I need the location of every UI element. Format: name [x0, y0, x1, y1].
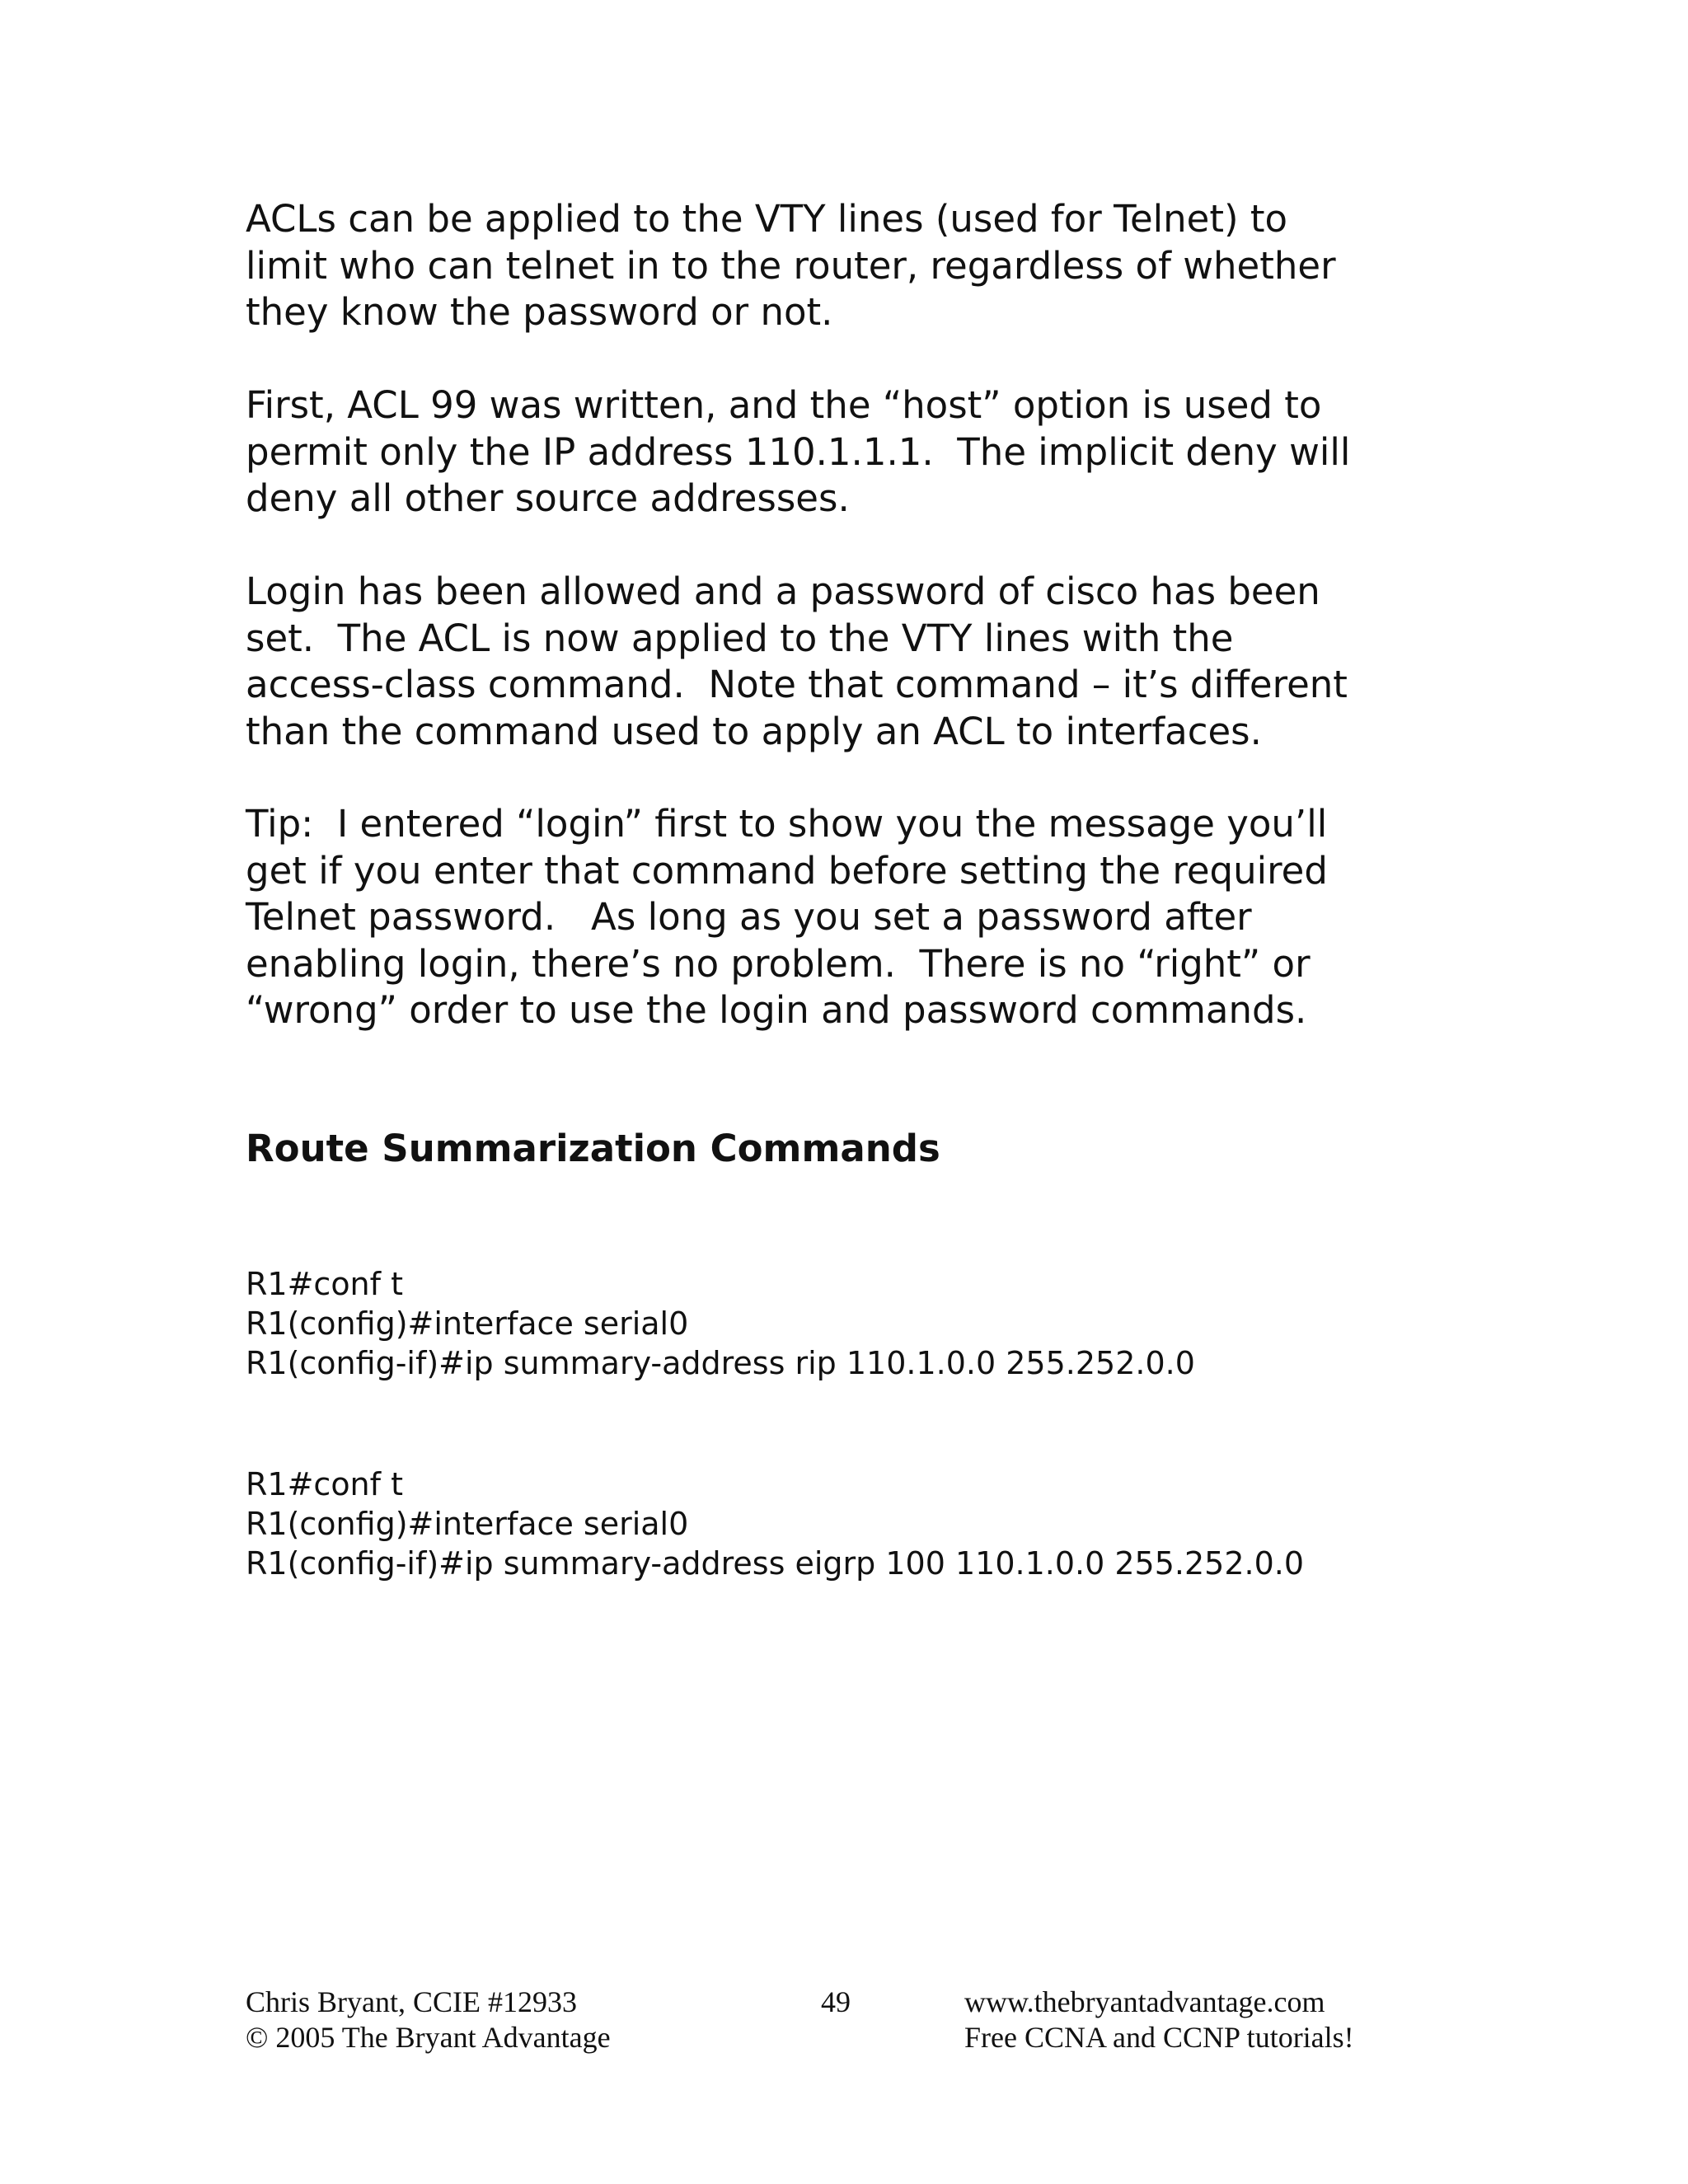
paragraph-line: enabling login, there’s no problem. There is no “right” or: [246, 941, 1311, 986]
paragraph-line: Login has been allowed and a password of cisco has been: [246, 569, 1320, 613]
paragraph-line: than the command used to apply an ACL to interfaces.: [246, 709, 1262, 753]
paragraph-line: “wrong” order to use the login and password commands.: [246, 988, 1307, 1032]
paragraph-line: deny all other source addresses.: [246, 476, 850, 520]
command-line: R1#conf t: [246, 1466, 404, 1502]
footer-tagline: Free CCNA and CCNP tutorials!: [964, 2021, 1354, 2054]
command-line: R1(config-if)#ip summary-address rip 110.1.0.0 255.252.0.0: [246, 1345, 1195, 1381]
paragraph-login-access-class: [246, 569, 1482, 755]
paragraph-acl-vty: [246, 196, 1482, 336]
command-line: R1(config)#interface serial0: [246, 1506, 689, 1542]
command-line: R1(config-if)#ip summary-address eigrp 100 110.1.0.0 255.252.0.0: [246, 1545, 1305, 1582]
paragraph-line: First, ACL 99 was written, and the “host” option is used to: [246, 383, 1322, 427]
command-line: R1#conf t: [246, 1266, 404, 1302]
paragraph-line: Tip: I entered “login” first to show you the message you’ll: [246, 802, 1328, 846]
paragraph-line: get if you enter that command before setting the required: [246, 848, 1328, 893]
paragraph-line: permit only the IP address 110.1.1.1. The implicit deny will: [246, 429, 1351, 474]
command-block-eigrp: [246, 1465, 1304, 1583]
paragraph-acl-99: [246, 382, 1482, 523]
command-block-rip: [246, 1264, 1195, 1383]
command-line: R1(config)#interface serial0: [246, 1305, 689, 1342]
paragraph-line: limit who can telnet in to the router, regardless of whether: [246, 243, 1336, 288]
paragraph-line: ACLs can be applied to the VTY lines (used for Telnet) to: [246, 197, 1288, 241]
paragraph-line: they know the password or not.: [246, 290, 833, 334]
paragraph-tip: [246, 801, 1482, 1034]
paragraph-line: set. The ACL is now applied to the VTY lines with the: [246, 616, 1234, 660]
paragraph-line: access-class command. Note that command – it’s different: [246, 663, 1348, 706]
footer-author: Chris Bryant, CCIE #12933: [246, 1985, 577, 2018]
footer-website: www.thebryantadvantage.com: [964, 1985, 1325, 2018]
footer-copyright: © 2005 The Bryant Advantage: [246, 2021, 611, 2054]
footer-page-number: 49: [821, 1985, 851, 2018]
paragraph-line: Telnet password. As long as you set a password after: [246, 895, 1252, 939]
section-heading: Route Summarization Commands: [246, 1127, 940, 1170]
